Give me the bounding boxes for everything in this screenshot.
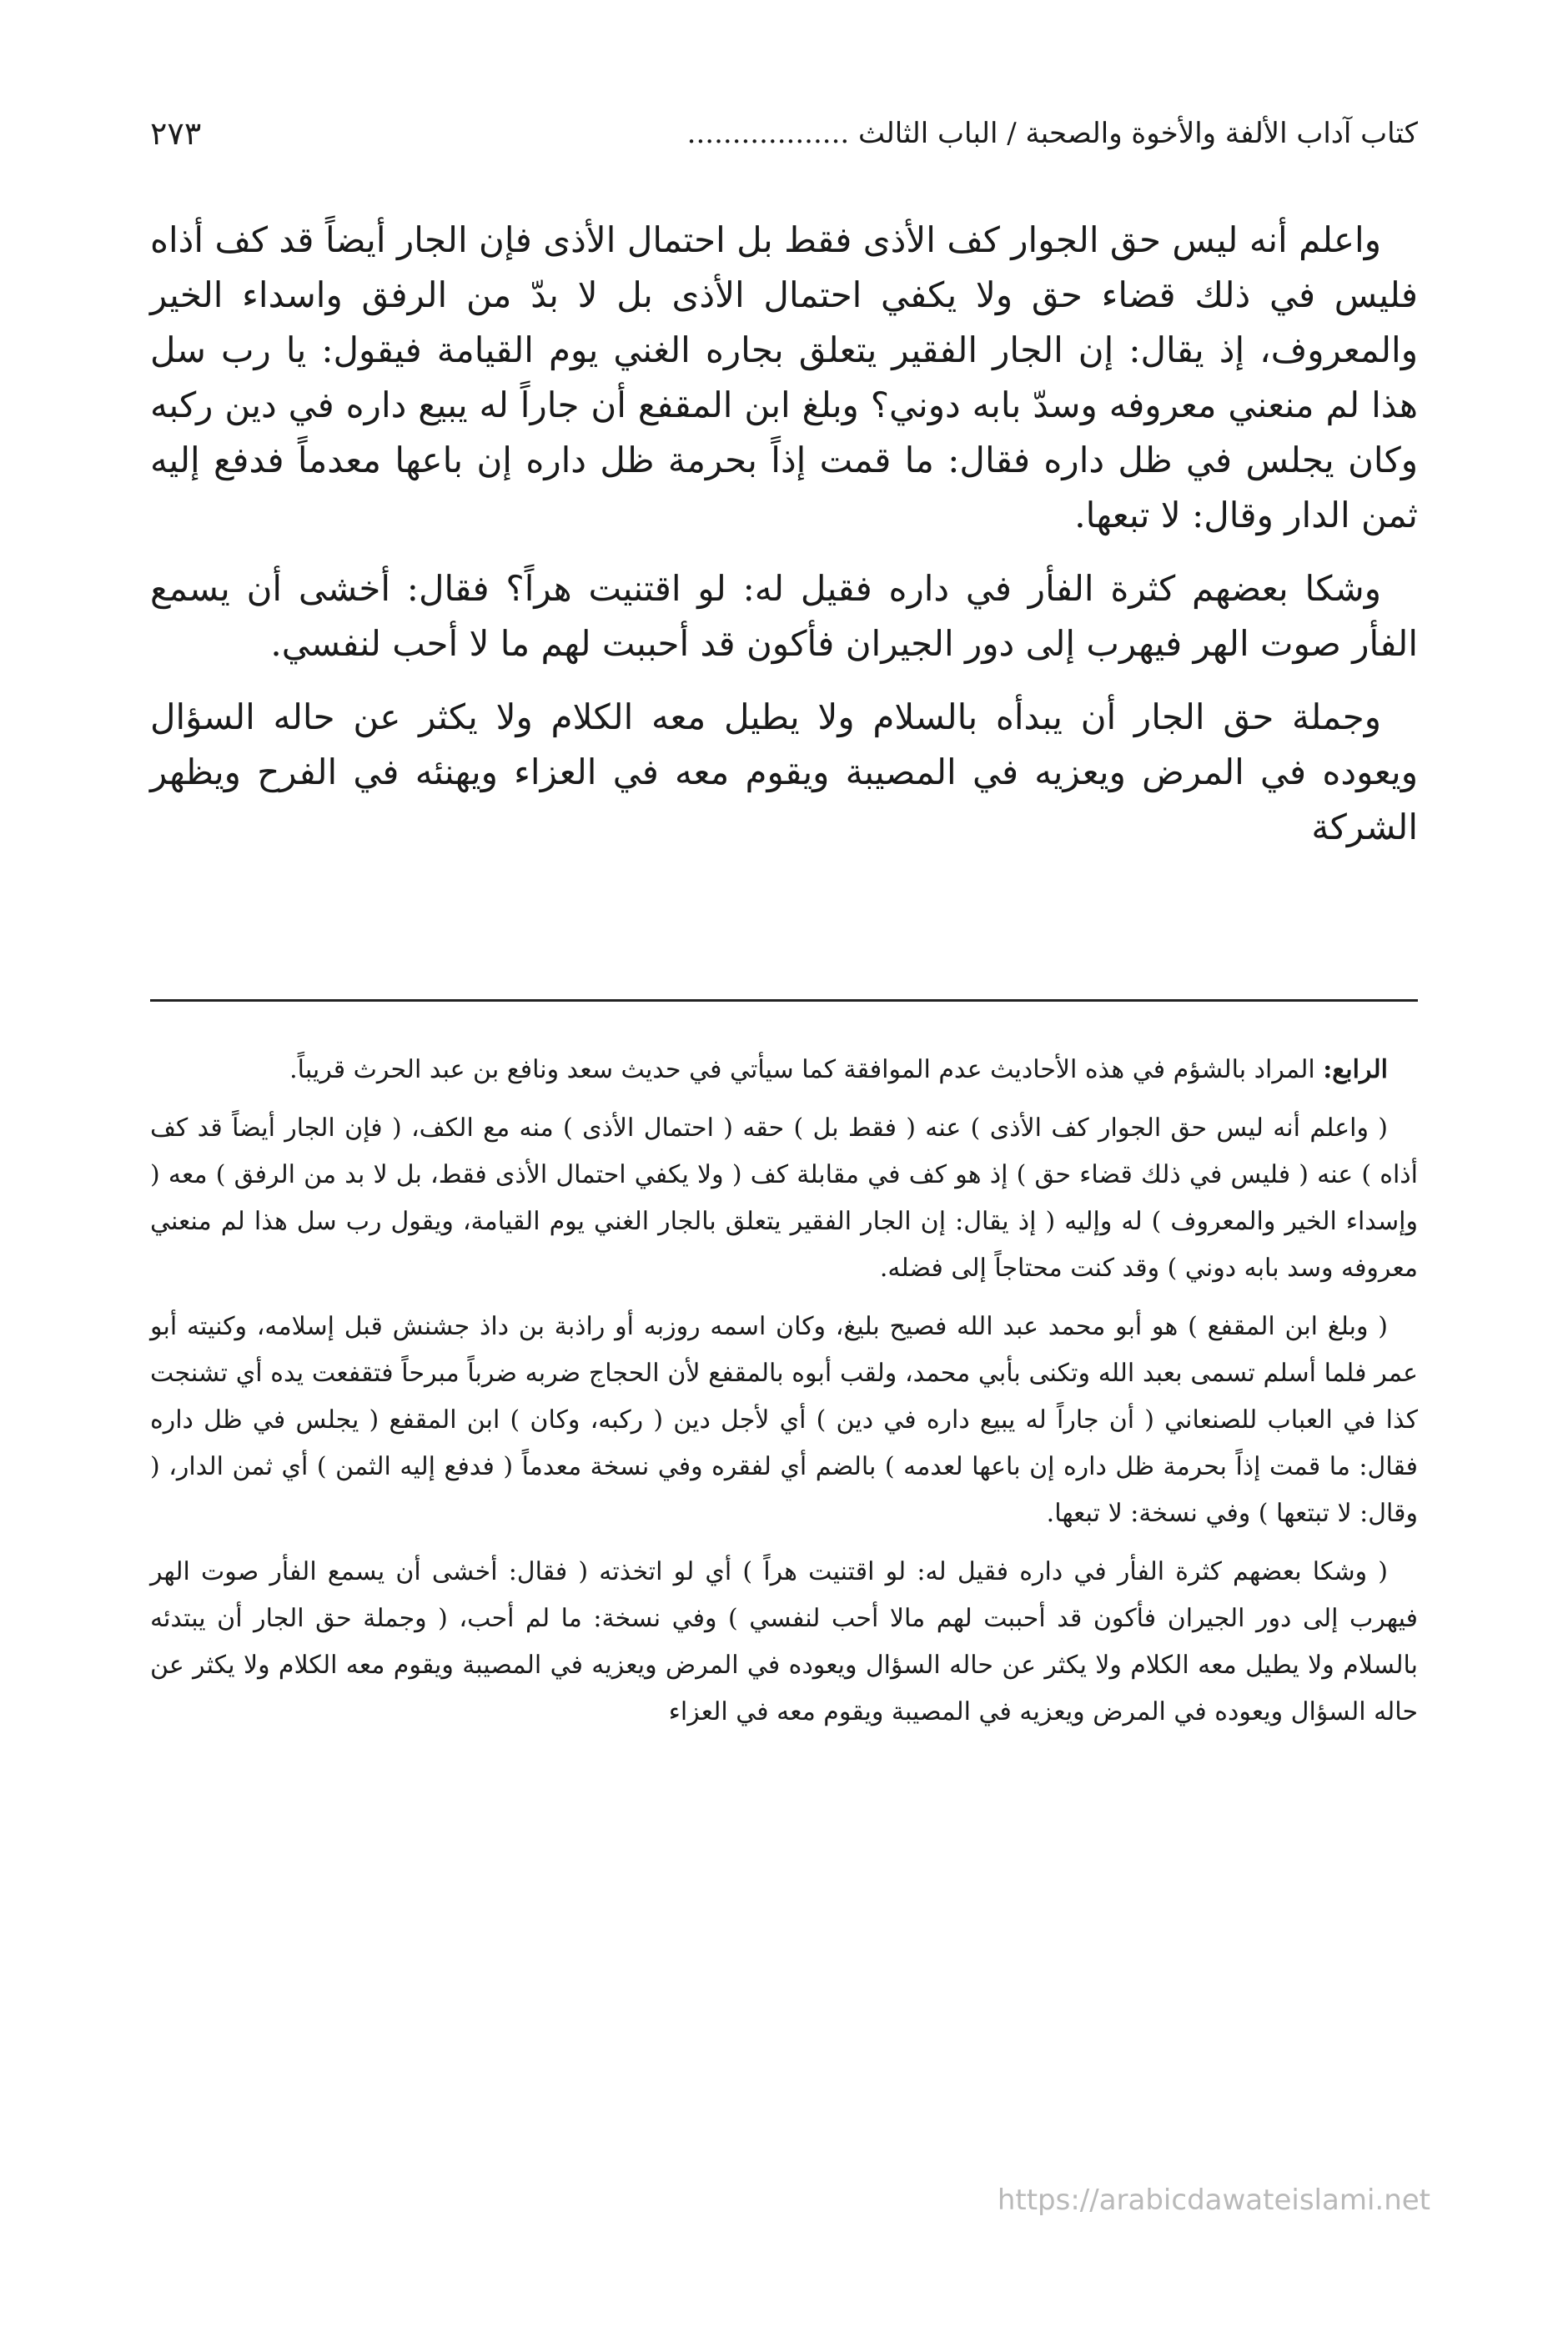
main-paragraph: واعلم أنه ليس حق الجوار كف الأذى فقط بل احتمال الأذى فإن الجار أيضاً قد كف أذاه فليس في ذلك قضاء حق ولا يكفي احتمال الأذى بل لا بدّ من الرفق واسداء الخير والمعروف، إذ يقال: إن الجار الفقير يتعلق بجاره الغني يوم القيامة فيقول: يا رب سل هذا لم منعني معروفه وسدّ بابه دوني؟ وبلغ ابن المقفع أن جاراً له يبيع داره في دين ركبه وكان يجلس في ظل داره فقال: ما قمت إذاً بحرمة ظل داره إن باعها معدماً فدفع إليه ثمن الدار وقال: لا تبعها. bbox=[150, 219, 1418, 535]
watermark-url: https://arabicdawateislami.net bbox=[997, 2184, 1430, 2217]
commentary-text: ( واعلم أنه ليس حق الجوار كف الأذى ) عنه ( فقط بل ) حقه ( احتمال الأذى ) منه مع الكف، ( فإن الجار أيضاً قد كف أذاه ) عنه ( فليس في ذلك قضاء حق ) إذ هو كف في مقابلة كف ( ولا يكفي احتمال الأذى فقط، بل لا بد من الرفق ) معه ( وإسداء الخير والمعروف ) له وإليه ( إذ يقال: إن الجار الفقير يتعلق بالجار الغني يوم القيامة، ويقول رب سل هذا لم منعني معروفه وسد بابه دوني ) وقد كنت محتاجاً إلى فضله. bbox=[150, 1113, 1418, 1283]
commentary-paragraph bbox=[150, 1304, 1418, 1537]
main-text bbox=[150, 213, 1418, 873]
commentary-paragraph bbox=[150, 1549, 1418, 1736]
header-title: كتاب آداب الألفة والأخوة والصحبة / الباب الثالث .................. bbox=[686, 117, 1418, 150]
main-paragraph: وشكا بعضهم كثرة الفأر في داره فقيل له: لو اقتنيت هراً؟ فقال: أخشى أن يسمع الفأر صوت الهر فيهرب إلى دور الجيران فأكون قد أحببت لهم ما لا أحب لنفسي. bbox=[150, 568, 1418, 664]
commentary-text: ( وشكا بعضهم كثرة الفأر في داره فقيل له: لو اقتنيت هراً ) أي لو اتخذته ( فقال: أخشى أن يسمع الفأر صوت الهر فيهرب إلى دور الجيران فأكون قد أحببت لهم مالا أحب لنفسي ) وفي نسخة: ما لم أحب، ( وجملة حق الجار أن يبتدئه بالسلام ولا يطيل معه الكلام ولا يكثر عن حاله السؤال ويعوده في المرض ويعزيه في المصيبة ويقوم معه الكلام ولا يكثر عن حاله السؤال ويعوده في المرض ويعزيه في المصيبة ويقوم معه في العزاء bbox=[150, 1557, 1418, 1726]
commentary-section bbox=[150, 1047, 1418, 1747]
commentary-paragraph bbox=[150, 1047, 1418, 1093]
footnote-divider bbox=[150, 999, 1418, 1002]
commentary-text: ( وبلغ ابن المقفع ) هو أبو محمد عبد الله فصيح بليغ، وكان اسمه روزبه أو راذبة بن داذ جشنش قبل إسلامه، وكنيته أبو عمر فلما أسلم تسمى بعبد الله وتكنى بأبي محمد، ولقب أبوه بالمقفع لأن الحجاج ضربه ضرباً مبرحاً فتقفعت يده أي تشنجت كذا في العباب للصنعاني ( أن جاراً له يبيع داره في دين ) أي لأجل دين ( ركبه، وكان ) ابن المقفع ( يجلس في ظل داره فقال: ما قمت إذاً بحرمة ظل داره إن باعها لعدمه ) بالضم أي لفقره وفي نسخة معدماً ( فدفع إليه الثمن ) أي ثمن الدار، ( وقال: لا تبتعها ) وفي نسخة: لا تبعها. bbox=[150, 1312, 1418, 1528]
commentary-text: المراد بالشؤم في هذه الأحاديث عدم الموافقة كما سيأتي في حديث سعد ونافع بن عبد الحرث قريباً. bbox=[289, 1055, 1324, 1084]
running-header bbox=[150, 108, 1418, 158]
main-paragraph: وجملة حق الجار أن يبدأه بالسلام ولا يطيل معه الكلام ولا يكثر عن حاله السؤال ويعوده في المرض ويعزيه في المصيبة ويقوم معه في العزاء ويهنئه في الفرح ويظهر الشركة bbox=[150, 696, 1418, 847]
commentary-lead: الرابع: bbox=[1323, 1055, 1388, 1084]
commentary-paragraph bbox=[150, 1105, 1418, 1292]
page-number: ٢٧٣ bbox=[150, 115, 202, 152]
